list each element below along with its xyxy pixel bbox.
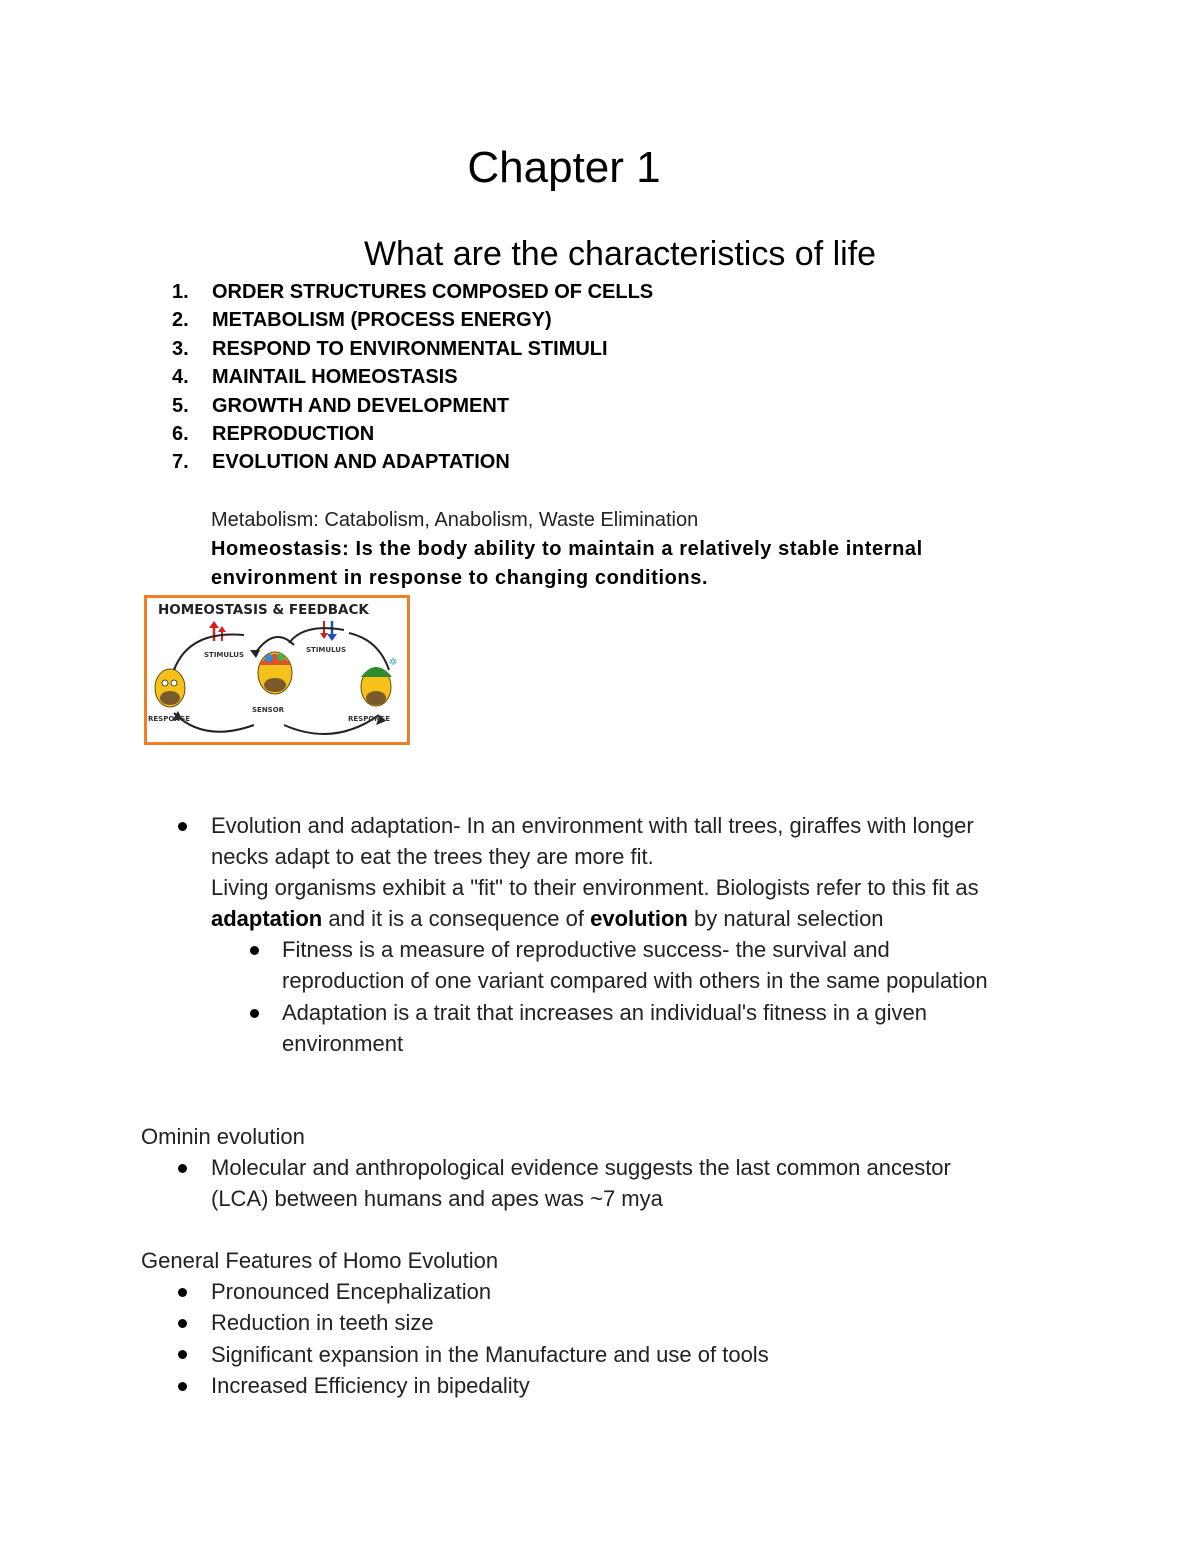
list-item-text: RESPOND TO ENVIRONMENTAL STIMULI: [212, 337, 608, 360]
list-item: [172, 306, 653, 334]
list-item-text: GROWTH AND DEVELOPMENT: [212, 394, 510, 417]
list-item-text: REPRODUCTION: [212, 422, 375, 445]
list-number: 3.: [172, 337, 189, 360]
adaptation-def-line-2: environment: [282, 1031, 404, 1056]
homeostasis-line-2: environment in response to changing conditions.: [211, 567, 709, 589]
fitness-line-1: Fitness is a measure of reproductive success- the survival and: [282, 937, 890, 962]
stimulus-label-left: STIMULUS: [204, 651, 245, 659]
bullet-dot: [178, 1319, 187, 1328]
evolution-line-2: necks adapt to eat the trees they are more fit.: [211, 844, 654, 869]
list-number: 7.: [172, 451, 189, 474]
homeostasis-definition: [211, 535, 971, 593]
character-left-icon: [155, 669, 185, 707]
character-center-icon: [258, 652, 292, 694]
list-item-text: EVOLUTION AND ADAPTATION: [212, 451, 510, 474]
response-label-right: RESPONSE: [348, 715, 390, 723]
bullet-dot: [178, 1164, 187, 1173]
evolution-line-4: [211, 903, 884, 934]
evolution-line-1: Evolution and adaptation- In an environment with tall trees, giraffes with longer: [211, 813, 974, 838]
sensor-label: SENSOR: [252, 706, 285, 714]
homeostasis-line-1: Homeostasis: Is the body ability to maintain a relatively stable internal: [211, 538, 923, 560]
evolution-line-3: Living organisms exhibit a "fit" to their environment. Biologists refer to this fit as: [211, 875, 979, 900]
homo-heading: General Features of Homo Evolution: [141, 1248, 499, 1273]
evolution-term: evolution: [590, 906, 688, 931]
list-item: [172, 278, 653, 306]
figure-title: HOMEOSTASIS & FEEDBACK: [158, 602, 369, 618]
list-number: 5.: [172, 394, 189, 417]
page-subtitle: What are the characteristics of life: [363, 235, 877, 273]
list-number: 1.: [172, 281, 189, 303]
list-item: [172, 335, 653, 363]
chapter-title: Chapter 1: [467, 143, 661, 192]
list-item: Increased Efficiency in bipedality: [211, 1373, 530, 1398]
response-label-left: RESPONSE: [148, 715, 190, 723]
list-item: [172, 420, 653, 448]
ominin-heading: Ominin evolution: [141, 1124, 305, 1149]
metabolism-definition: Metabolism: Catabolism, Anabolism, Waste Elimination: [211, 509, 699, 531]
list-item: Pronounced Encephalization: [211, 1279, 492, 1304]
evolution-line-4-mid: and it is a consequence of: [322, 906, 591, 931]
bullet-dot: [178, 1382, 187, 1391]
fitness-line-2: reproduction of one variant compared with others in the same population: [282, 968, 988, 993]
characteristics-list: [172, 278, 653, 477]
list-number: 6.: [172, 422, 189, 445]
list-item: [172, 363, 653, 391]
list-item-text: ORDER STRUCTURES COMPOSED OF CELLS: [212, 281, 654, 303]
svg-text:✲: ✲: [389, 657, 398, 668]
ominin-line-1: Molecular and anthropological evidence suggests the last common ancestor: [211, 1155, 951, 1180]
list-number: 2.: [172, 309, 189, 332]
list-item: Reduction in teeth size: [211, 1310, 434, 1335]
list-item: [172, 448, 653, 476]
ominin-line-2: (LCA) between humans and apes was ~7 mya: [211, 1186, 663, 1211]
homeostasis-feedback-figure: [144, 595, 410, 745]
list-item: Significant expansion in the Manufacture and use of tools: [211, 1342, 769, 1367]
adaptation-term: adaptation: [211, 906, 323, 931]
stimulus-label-right: STIMULUS: [306, 646, 347, 654]
bullet-dot: [178, 1350, 187, 1359]
bullet-dot: [178, 822, 187, 831]
list-item: [172, 392, 653, 420]
adaptation-def-line-1: Adaptation is a trait that increases an individual's fitness in a given: [282, 1000, 928, 1025]
evolution-line-4-end: by natural selection: [687, 906, 884, 931]
sub-bullet-dot: [250, 1009, 259, 1018]
list-item-text: METABOLISM (PROCESS ENERGY): [212, 309, 552, 332]
sub-bullet-dot: [250, 946, 259, 955]
bullet-dot: [178, 1288, 187, 1297]
list-item-text: MAINTAIL HOMEOSTASIS: [212, 366, 458, 389]
list-number: 4.: [172, 366, 189, 389]
